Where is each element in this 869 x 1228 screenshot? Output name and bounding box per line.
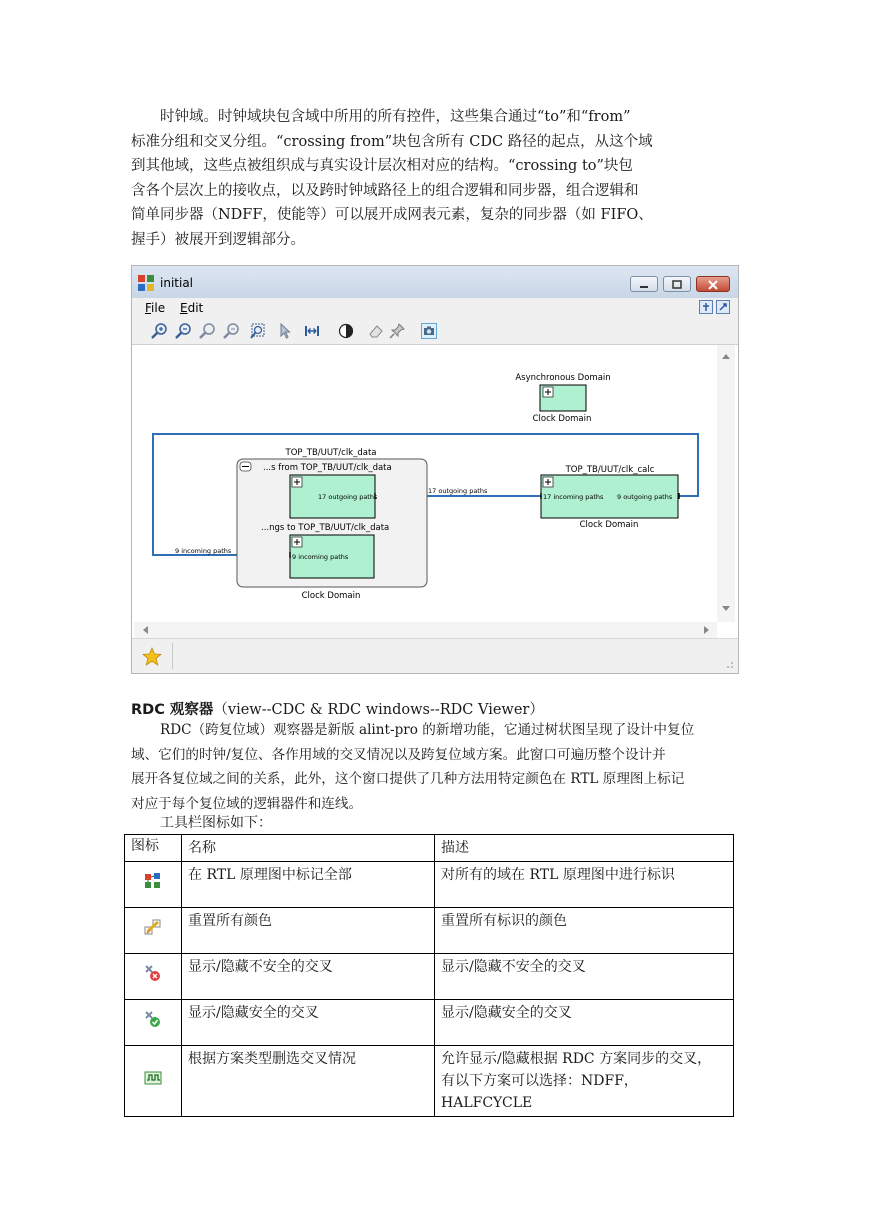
clk-data-footer: Clock Domain: [301, 591, 361, 601]
rdc-line: 域、它们的时钟/复位、各作用域的交叉情况以及跨复位域方案。此窗口可遍历整个设计并: [131, 746, 666, 763]
icon-cell: [125, 1000, 182, 1046]
menu-edit[interactable]: [180, 301, 203, 315]
app-icon: [138, 275, 154, 291]
name-cell: 根据方案类型删选交叉情况: [182, 1046, 435, 1117]
window-title: initial: [160, 276, 193, 290]
name-cell: 重置所有颜色: [182, 908, 435, 954]
intro-line: 握手）被展开到逻辑部分。: [131, 231, 305, 248]
icon-cell: [125, 954, 182, 1000]
crossings-from-paths: 17 outgoing paths: [318, 493, 378, 501]
diagram-toolbar: [132, 318, 738, 345]
rdc-line: RDC（跨复位域）观察器是新版 alint-pro 的新增功能，它通过树状图呈现了设计中复位: [160, 722, 695, 738]
reset-colors-icon: [144, 918, 162, 936]
resize-grip-icon[interactable]: [724, 659, 734, 669]
collapse-icon[interactable]: [240, 462, 251, 471]
clk-calc-header: TOP_TB/UUT/clk_calc: [565, 465, 655, 475]
header-cell: 名称: [182, 835, 435, 862]
safe-crossings-icon: [144, 1010, 162, 1028]
favorites-button[interactable]: [136, 643, 173, 669]
desc-cell: 对所有的域在 RTL 原理图中进行标识: [435, 862, 734, 908]
icon-cell: [125, 862, 182, 908]
close-icon: [697, 278, 729, 292]
icon-cell: [125, 908, 182, 954]
intro-line: 时钟域。时钟域块包含域中所用的所有控件，这些集合通过“to”和“from”: [160, 109, 631, 125]
zoom-in-icon[interactable]: [151, 323, 167, 339]
menu-edit-mnemonic: E: [180, 301, 188, 315]
help-icon[interactable]: [716, 300, 730, 314]
rdc-line: 展开各复位域之间的关系，此外，这个窗口提供了几种方法用特定颜色在 RTL 原理图上标记: [131, 771, 685, 788]
crossings-to-paths: 9 incoming paths: [292, 553, 349, 561]
menu-file-mnemonic: F: [145, 301, 152, 315]
zoom-fit-icon[interactable]: [199, 323, 215, 339]
desc-line: 允许显示/隐藏根据 RDC 方案同步的交叉，: [441, 1051, 712, 1067]
star-icon: [142, 647, 162, 666]
table-row: [125, 862, 734, 908]
name-cell: 显示/隐藏安全的交叉: [182, 1000, 435, 1046]
contrast-icon[interactable]: [338, 323, 354, 339]
window-titlebar[interactable]: [132, 266, 738, 299]
desc-line: 有以下方案可以选择：NDFF，HALFCYCLE: [441, 1073, 638, 1111]
header-cell: 图标: [125, 835, 182, 862]
desc-cell: 显示/隐藏安全的交叉: [435, 1000, 734, 1046]
fit-width-icon[interactable]: [304, 323, 320, 339]
close-button[interactable]: [696, 276, 730, 292]
zoom-area-icon[interactable]: [249, 323, 265, 339]
header-cell: 描述: [435, 835, 734, 862]
diagram-canvas[interactable]: [134, 345, 717, 622]
table-row: [125, 1000, 734, 1046]
table-header-row: [125, 835, 734, 862]
async-domain-header: Asynchronous Domain: [515, 373, 611, 383]
clk-calc-outgoing: 9 outgoing paths: [617, 493, 673, 501]
eraser-icon[interactable]: [368, 323, 384, 339]
intro-line: 含各个层次上的接收点，以及跨时钟域路径上的组合逻辑和同步器，组合逻辑和: [131, 182, 639, 199]
mark-all-icon: [144, 872, 162, 890]
menu-file-rest: ile: [151, 301, 166, 315]
clk-data-header: TOP_TB/UUT/clk_data: [285, 448, 377, 458]
section-title-bold: RDC 观察器: [131, 702, 214, 718]
intro-line: 简单同步器（NDFF，使能等）可以展开成网表元素，复杂的同步器（如 FIFO、: [131, 207, 653, 224]
scroll-left-icon[interactable]: [142, 626, 148, 634]
minimize-icon: [631, 278, 657, 292]
unsafe-crossings-icon: [144, 964, 162, 982]
maximize-icon: [664, 278, 690, 292]
intro-line: 标准分组和交叉分组。“crossing from”块包含所有 CDC 路径的起点，从这个域: [131, 133, 653, 150]
async-domain-footer: Clock Domain: [532, 414, 592, 424]
menu-edit-rest: dit: [187, 301, 204, 315]
crossings-to-label: ...ngs to TOP_TB/UUT/clk_data: [261, 523, 390, 533]
desc-cell: 重置所有标识的颜色: [435, 908, 734, 954]
pin-window-icon[interactable]: [699, 300, 713, 314]
minimize-button[interactable]: [630, 276, 658, 292]
select-arrow-icon[interactable]: [277, 323, 293, 339]
crossings-from-label: ...s from TOP_TB/UUT/clk_data: [263, 463, 392, 473]
clock-domain-diagram: [134, 345, 717, 622]
edge-label-middle: 17 outgoing paths: [428, 487, 488, 495]
filter-scheme-icon: [144, 1069, 162, 1087]
zoom-out-icon[interactable]: [175, 323, 191, 339]
status-bar: [132, 638, 738, 673]
name-cell: 在 RTL 原理图中标记全部: [182, 862, 435, 908]
table-row: [125, 954, 734, 1000]
maximize-button[interactable]: [663, 276, 691, 292]
intro-line: 到其他域，这些点被组织成与真实设计层次相对应的结构。“crossing to”块包: [131, 158, 633, 175]
clk-calc-incoming: 17 incoming paths: [543, 493, 604, 501]
table-row: [125, 908, 734, 954]
name-cell: 显示/隐藏不安全的交叉: [182, 954, 435, 1000]
desc-cell: 显示/隐藏不安全的交叉: [435, 954, 734, 1000]
initial-window: [131, 265, 739, 674]
icon-cell: [125, 1046, 182, 1117]
zoom-reset-icon[interactable]: [223, 323, 239, 339]
clk-calc-footer: Clock Domain: [579, 520, 639, 530]
section-title-rest: （view--CDC & RDC windows--RDC Viewer）: [213, 702, 544, 718]
expand-icon[interactable]: [543, 477, 553, 487]
toolbar-icons-table: [124, 834, 734, 1117]
expand-icon[interactable]: [292, 477, 302, 487]
menu-file[interactable]: [145, 301, 165, 315]
horizontal-scrollbar[interactable]: [134, 622, 717, 638]
camera-icon[interactable]: [421, 323, 437, 339]
section-heading: [131, 698, 544, 719]
scroll-down-icon[interactable]: [722, 606, 730, 612]
vertical-scrollbar[interactable]: [717, 345, 735, 622]
expand-icon[interactable]: [292, 537, 302, 547]
menu-bar: [132, 298, 738, 318]
pin-icon[interactable]: [389, 323, 405, 339]
edge-label-left: 9 incoming paths: [175, 547, 232, 555]
rdc-line: 对应于每个复位域的逻辑器件和连线。: [131, 795, 363, 812]
intro-paragraph: [131, 105, 738, 253]
scroll-right-icon[interactable]: [704, 626, 710, 634]
table-row: [125, 1046, 734, 1117]
toolbar-intro: 工具栏图标如下：: [160, 815, 272, 831]
expand-icon[interactable]: [543, 387, 553, 397]
rdc-paragraph: [131, 718, 738, 816]
scroll-up-icon[interactable]: [722, 353, 730, 359]
desc-cell: [435, 1046, 734, 1117]
